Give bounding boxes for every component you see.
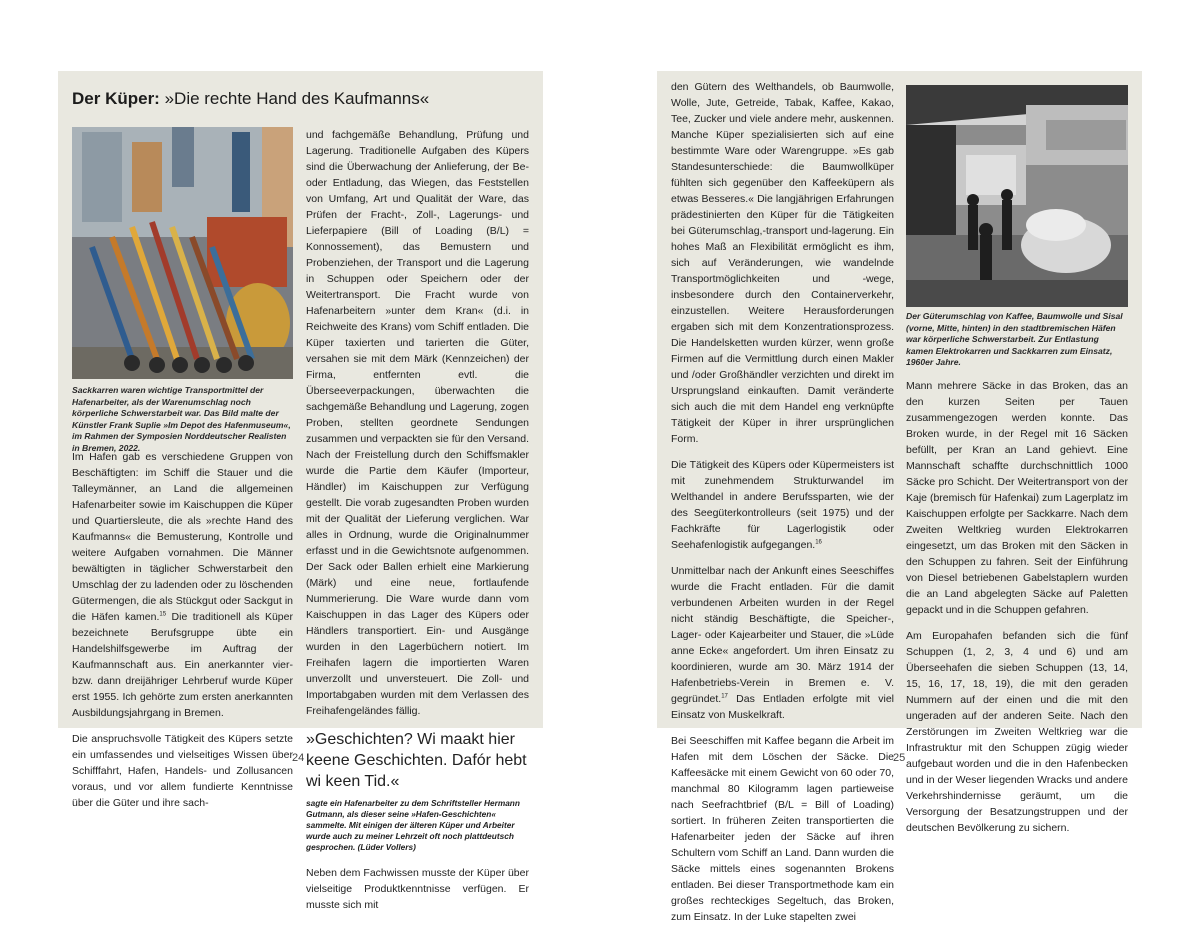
page-number-left: 24 [292,752,305,764]
harbour-photo [906,85,1128,307]
paragraph [671,457,894,553]
page-title [72,89,429,109]
footnote-ref: 17 [721,693,728,700]
title-rest: »Die rechte Hand des Kaufmanns« [159,89,430,108]
photo-caption: Der Güterumschlag von Kaffee, Baumwolle und Sisal (vorne, Mitte, hinten) in den stadtbremischen Häfen war körperliche Schwerstarbeit. Zur Entlastung kamen Elektrokarren und Sackkarren zum Einsatz, 1960er Jahre. [906,311,1123,367]
paragraph: Bei Seeschiffen mit Kaffee begann die Arbeit im Hafen mit dem Löschen der Säcke. Die Kaffeesäcke mit einem Gewicht von 60 oder 70, manchmal 80 Kilogramm lagen partieweise nach Seefrachtbrief (B/L = Bill of Loading) sortiert. In früheren Zeiten transportierten die Hafenarbeiter jeden der Säcke auf ihren Schultern vom Schiff an Land. Dann wurden die Säcke mittels eines sogenannten Brokens entladen. Bei dieser Transportmethode kam ein großes rechteckiges Segeltuch, das Broken, zum Einsatz. In der Luke stapelten zwei [671,735,894,923]
right-column-1 [671,79,894,935]
paragraph: und fachgemäße Behandlung, Prüfung und Lagerung. Traditionelle Aufgaben des Küpers sind die Überwachung der Anlieferung, der Be- oder Entladung, das Wiegen, das Feststellen von Umfang, Art und Qualität der Ware, das Prüfen der Fracht-, Zoll-, Lagerungs- und Lieferpapiere (Bill of Loading (B/L) = Konnossement), das Bemustern und Probenziehen, der Transport und die Lagerung in Schuppen oder Speichern oder der Weitertransport. Die Fracht wurde von Hafenarbeitern »unter dem Kran« (d.i. in Reichweite des Krans) vom Schiff entladen. Die Küper taxierten und tarierten die Güter, versahen sie mit dem Märk (Kennzeichen) der Firma, entfernten evtl. die Überseeverpackungen, überwachten die sachgemäße Behandlung und Lagerung, zogen Proben, stellten geordnete Sendungen zusammen und verpackten sie für den Versand. Nach der Freistellung durch den Schiffsmakler wurde die Partie dem Käufer (Importeur, Händler) im Kaischuppen zur Verfügung gestellt. Die vorab zugesandten Proben wurden mit der Qualität der Lieferung verglichen. War alles in Ordnung, wurde die Originalnummer erfasst und in die Gewichtsnote aufgenommen. Der Sack oder Ballen erhielt eine Markierung (Märk) und eine neue, fortlaufende Nummerierung. Die Ware wurde dann vom Kaischuppen in das Lager des Küpers oder Händlers transportiert. Ein- und Ausgänge wurden in den Lagerbüchern notiert. Im Freihafen lagern die importierten Waren unverzollt und unversteuert. Die Zoll- und Importabgaben wurden mit dem Verlassen des Freihafengeländes fällig. [306,129,529,717]
footnote-ref: 15 [159,611,167,618]
pull-quote: »Geschichten? Wi maakt hier keene Geschichten. Dafór hebt wi keen Tid.« [306,731,527,790]
footnote-ref: 16 [815,539,822,546]
paragraph: Mann mehrere Säcke in das Broken, das an den kurzen Seiten per Tauen zusammengezogen werden konnte. Das Broken wurde, in der Regel mit 16 Säcken befüllt, per Kran an Land gehievt. Eine Mannschaft schaffte durchschnittlich 1000 Säcke pro Schicht. Der Weitertransport von der Kaje (bremisch für Hafenkai) zum Lagerplatz im Kaischuppen erfolgte per Sackkarre. Nach dem Zweiten Weltkrieg wurden Elektrokarren eingesetzt, um das Broken mit den Säcken in den Schuppen zu fahren. Seit der Einführung von Diesel betriebenen Gabelstaplern wurden die an Land abgelegten Säcke auf Paletten gepackt und in die Schuppen gefahren. [906,380,1128,616]
paragraph [671,563,894,723]
text: Die traditionell als Küper bezeichnete Berufsgruppe übte ein Handelshilfsgewerbe im Auftrag der Kaufmannschaft aus. Ein anerkannter vier- bzw. dann dreijähriger Lehrberuf wurde Küper erst 1955. Ich gehörte zum ersten anerkannten Ausbildungsjahrgang in Bremen. [72,611,293,719]
page-number-right: 25 [893,752,906,764]
text: Das Entladen erfolgte mit viel Einsatz von Muskelkraft. [671,693,894,721]
paragraph: Neben dem Fachwissen musste der Küper über vielseitige Produktkenntnisse verfügen. Er musste sich mit [306,867,529,911]
text: Unmittelbar nach der Ankunft eines Seeschiffes wurde die Fracht entladen. Für die damit verbundenen Arbeiten wurden in der Regel nicht ständig Beschäftigte, die Speicher-, Lager- oder Kajearbeiter und Stauer, die »Lüde anne Ecke« angefordert. Um ihren Einsatz zu koordinieren, wurde am 30. März 1914 der Hafenbetriebs-Verein in Bremen e. V. gegründet. [671,565,894,705]
left-column-2 [306,127,529,923]
painting-sack-carts [72,127,293,379]
text: Im Hafen gab es verschiedene Gruppen von Beschäftigten: im Schiff die Stauer und die Talleymänner, an Land die allgemeinen Hafenarbeiter sowie im Kaischuppen die Küper und Quartiersleute, die als »rechte Hand des Kaufmanns« die Bemusterung, Kontrolle und weitere Aufgaben vornahmen. Die Männer bewältigten in täglicher Schwerstarbeit den Umschlag der zu ladenden oder zu löschenden Gütermengen, die als Stückgut oder Sackgut in die Häfen kamen. [72,451,293,623]
right-column-2 [906,378,1128,846]
quote-source: sagte ein Hafenarbeiter zu dem Schriftsteller Hermann Gutmann, als dieser seine »Hafen-Geschichten« sammelte. Mit einigen der älteren Küper und Arbeiter wurde auch zu meiner Lehrzeit oft noch plattdeutsch gesprochen. (Lüder Vollers) [306,798,520,852]
title-bold: Der Küper: [72,89,160,108]
paragraph [72,449,293,721]
paragraph: Am Europahafen befanden sich die fünf Schuppen (1, 2, 3, 4 und 6) und am Überseehafen die sieben Schuppen (13, 14, 15, 16, 17, 18, 19), die mit den geraden Nummern auf der einen und die mit den ungeraden auf der anderen Seite. Nach den Zerstörungen im Zweiten Weltkrieg war die Infrastruktur mit den Schuppen zügig wieder aufgebaut worden und die in den Hafenbecken und in der Weser liegenden Wracks und andere Verkehrshindernisse geräumt, um die Versorgung der Besatzungstruppen und der deutschen Bevölkerung zu sichern. [906,630,1128,834]
image-caption: Sackkarren waren wichtige Transportmittel der Hafenarbeiter, als der Warenumschlag noch körperliche Schwerstarbeit war. Das Bild malte der Künstler Frank Suplie »Im Depot des Hafenmuseum«, im Rahmen der Symposien Norddeutscher Realisten in Bremen, 2022. [72,385,291,453]
paragraph: Die anspruchsvolle Tätigkeit des Küpers setzte ein umfassendes und vielseitiges Wissen über Schifffahrt, Hafen, Handels- und Zollusancen voraus, und vor allem fundierte Kenntnisse über die Güter und ihre sach- [72,733,293,809]
paragraph: den Gütern des Welthandels, ob Baumwolle, Wolle, Jute, Getreide, Tabak, Kaffee, Kakao, Tee, Zucker und viele andere mehr, auskennen. Manche Küper spezialisierten sich auf eine bestimmte Ware oder Warengruppe. »Es gab Standesunterschiede: die Baumwollküper fühlten sich gegenüber den Kaffeeküpern als etwas Besseres.« Die langjährigen Erfahrungen prädestinierten den Küper für die Tätigkeiten bei Güterumschlag,-transport und-lagerung. Ein hohes Maß an Flexibilität ermöglicht es ihm, sich auf Veränderungen, wie wandelnde Transportmöglichkeiten und -wege, insbesondere durch den Containerverkehr, einzustellen. Weitere Herausforderungen ergaben sich mit dem Konzentrationsprozess. Die Handelsketten wurden kürzer, wenn große Firmen auf die Vermittlung durch einen Makler und /oder Großhändler verzichten und direkt im Ursprungsland einkauften. Damit veränderte sich auch die mit dem Handel eng verknüpfte Tätigkeit der Küper in ihrer ursprünglichen Form. [671,81,894,445]
left-column-1 [72,449,293,821]
text: Die Tätigkeit des Küpers oder Küpermeisters ist mit zunehmendem Strukturwandel im Welthandel in andere Berufssparten, wie der des Seegüterkontrolleurs (seit 1975) und der Fachkräfte für Lagerlogistik oder Seehafenlogistik aufgegangen. [671,459,894,551]
